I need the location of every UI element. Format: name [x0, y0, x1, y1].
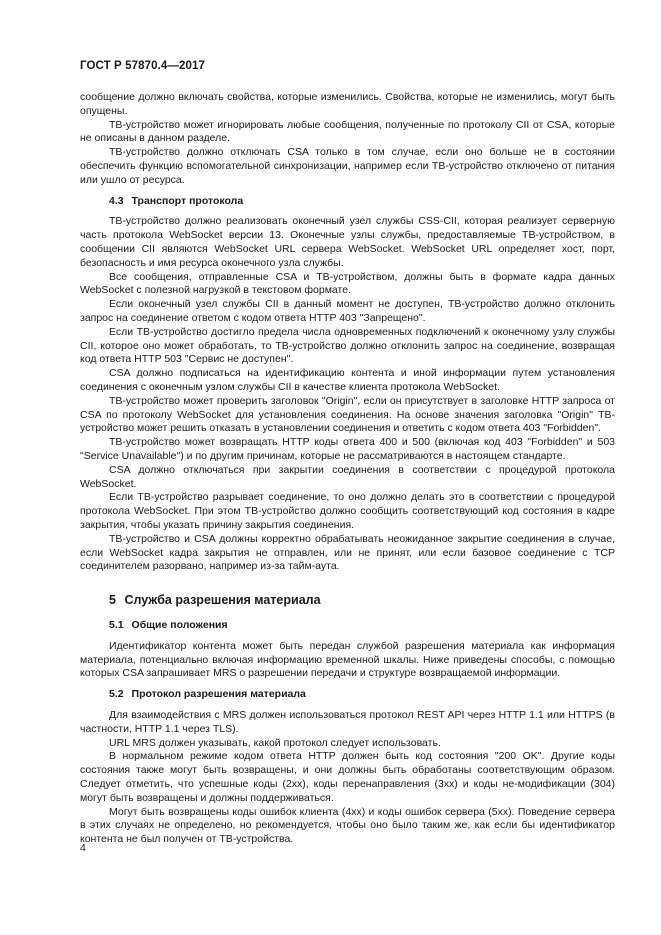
- document-body: [80, 91, 615, 847]
- paragraph: Могут быть возвращены коды ошибок клиента (4xx) и коды ошибок сервера (5xx). Поведение сервера в этих случаях не определено, но рекомендуется, чтобы оно было таким же, как если бы идентификатор контента не был получен от ТВ-устройства.: [80, 805, 615, 846]
- paragraph: ТВ-устройство и CSA должны корректно обрабатывать неожиданное закрытие соединения в случае, если WebSocket кадра закрытия не отправлен, или не принят, или если базовое соединение с TCP соединителем разорвано, например из-за тайм-аута.: [80, 532, 615, 573]
- paragraph: ТВ-устройство может проверить заголовок "Origin", если он присутствует в заголовке HTTP запроса от CSA по протоколу WebSocket для установления соединения. На основе значения заголовка "Origin" ТВ-устройство может решить отказать в установлении соединения и ответить с кодом ответа 403 "Forbidden".: [80, 394, 615, 435]
- section-title: Протокол разрешения материала: [131, 688, 306, 701]
- paragraph: Если ТВ-устройство разрывает соединение, то оно должно делать это в соответствии с процедурой протокола WebSocket. При этом ТВ-устройство должно сообщить соответствующий код состояния в кадре закрытия, чтобы указать причину закрытия соединения.: [80, 491, 615, 531]
- paragraph: Идентификатор контента может быть передан службой разрешения материала как информация материала, потенциально включая информацию временной шкалы. Ниже приведены способы, с помощью которых CSA запрашивает MRS о разрешении передачи и структуре возвращаемой информации.: [80, 639, 615, 680]
- paragraph: ТВ-устройство может игнорировать любые сообщения, полученные по протоколу CII от CSA, которые не описаны в данном разделе.: [80, 118, 615, 145]
- paragraph: CSA должно подписаться на идентификацию контента и иной информации путем установления соединения с оконечным узлом службы CII в качестве клиента протокола WebSocket.: [80, 367, 615, 393]
- section-number: 5: [109, 593, 116, 608]
- paragraph: ТВ-устройство должно реализовать оконечный узел службы CSS-CII, которая реализует серверную часть протокола WebSocket версии 13. Оконечные узлы службы, предоставляемые ТВ-устройством, в сообщении CII являются WebSocket URL сервера WebSocket. WebSocket URL определяет хост, порт, безопасность и имя ресурса оконечного узла службы.: [80, 215, 615, 269]
- paragraph: URL MRS должен указывать, какой протокол следует использовать.: [109, 736, 441, 749]
- paragraph: Для взаимодействия с MRS должен использоваться протокол REST API через HTTP 1.1 или HTTPS (в частности, HTTP 1.1 через TLS).: [80, 709, 615, 735]
- section-number: 5.1: [109, 619, 124, 632]
- section-heading-5-1: [80, 619, 615, 633]
- document-header: ГОСТ Р 57870.4—2017: [80, 60, 205, 72]
- section-heading-5-2: [80, 688, 615, 702]
- section-number: 5.2: [109, 688, 124, 701]
- paragraph: Все сообщения, отправленные CSA и ТВ-устройством, должны быть в формате кадра данных WebSocket с полезной нагрузкой в текстовом формате.: [80, 270, 615, 297]
- section-title: Общие положения: [131, 619, 228, 632]
- section-number: 4.3: [109, 194, 124, 207]
- paragraph: ТВ-устройство должно отключать CSA только в том случае, если оно больше не в состоянии обеспечить функцию вспомогательной синхронизации, например если ТВ-устройство отключено от питания или ушло от ресурса.: [80, 146, 615, 186]
- section-heading-4-3: [80, 195, 615, 209]
- section-heading-5: [80, 593, 615, 608]
- paragraph: В нормальном режиме кодом ответа HTTP должен быть код состояния "200 OK". Другие коды состояния также могут быть возвращены, и они должны быть обработаны соответствующим образом. Следует отметить, что успешные коды (2xx), коды перенаправления (3xx) и коды не-модификации (304) могут быть возвращены и должны поддерживаться.: [80, 750, 615, 804]
- paragraph: CSA должно отключаться при закрытии соединения в соответствии с процедурой протокола WebSocket.: [80, 463, 615, 490]
- section-title: Транспорт протокола: [131, 194, 244, 207]
- page-number: 4: [80, 842, 86, 854]
- section-title: Служба разрешения материала: [124, 593, 321, 608]
- paragraph: ТВ-устройство может возвращать HTTP коды ответа 400 и 500 (включая код 403 "Forbidden" и 503 "Service Unavailable") и по другим причинам, которые не рассматриваются в настоящем стандарте.: [80, 436, 615, 462]
- paragraph: Если оконечный узел службы CII в данный момент не доступен, ТВ-устройство должно отклонить запрос на соединение ответом с кодом ответа HTTP 403 "Запрещено".: [80, 298, 615, 324]
- paragraph: Если ТВ-устройство достигло предела числа одновременных подключений к оконечному узлу службы CII, которое оно может обработать, то ТВ-устройство должно отклонить запрос на соединение, возвращая код ответа HTTP 503 "Сервис не доступен".: [80, 325, 615, 366]
- paragraph: сообщение должно включать свойства, которые изменились. Свойства, которые не изменились, могут быть опущены.: [80, 91, 615, 117]
